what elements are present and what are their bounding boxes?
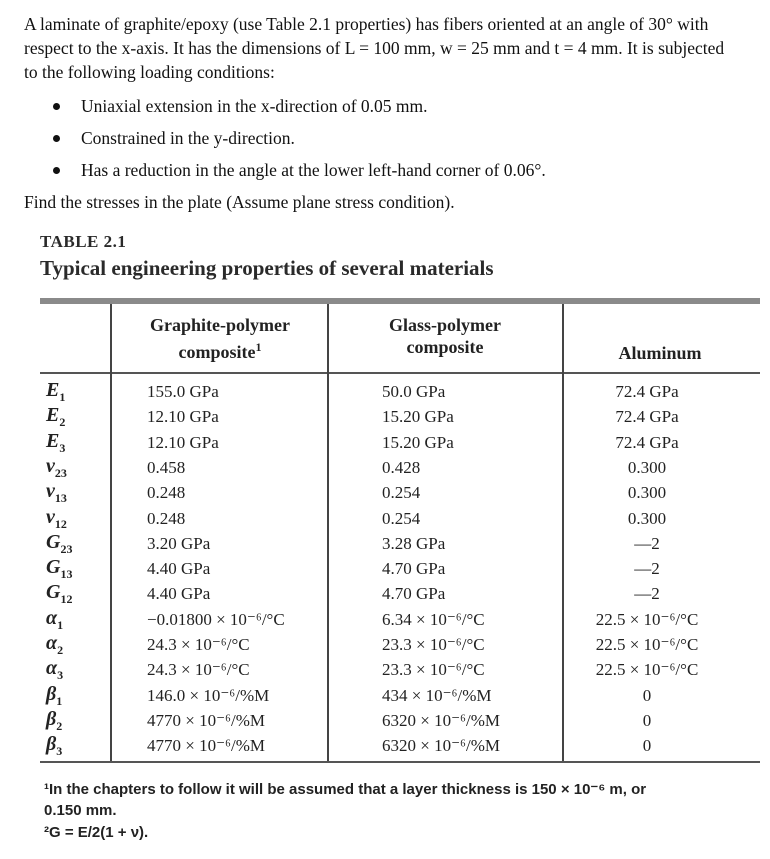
table-cell: 434 × 10⁻⁶/%M — [382, 685, 492, 705]
bullet-icon — [53, 135, 60, 142]
table-cell: 6320 × 10⁻⁶/%M — [382, 710, 500, 730]
table-caption: Typical engineering properties of several materials — [40, 256, 494, 280]
row-symbol: $\beta_1$ — [46, 682, 63, 708]
table-cell: 22.5 × 10⁻⁶/°C — [595, 609, 699, 629]
properties-table — [40, 232, 760, 852]
table-cell: 15.20 GPa — [382, 432, 454, 452]
row-symbol: $E_2$ — [46, 404, 66, 430]
table-cell: 23.3 × 10⁻⁶/°C — [382, 660, 485, 680]
row-symbol: $\nu_{12}$ — [46, 505, 67, 531]
table-top-rule — [40, 298, 760, 304]
table-cell: —2 — [634, 584, 660, 604]
table-cell: 6.34 × 10⁻⁶/°C — [382, 609, 485, 629]
table-cell: 24.3 × 10⁻⁶/°C — [147, 660, 250, 680]
table-cell: 12.10 GPa — [147, 432, 219, 452]
table-cell: 4.40 GPa — [147, 559, 211, 579]
row-symbol: $\nu_{23}$ — [46, 454, 67, 480]
table-cell: 0 — [642, 710, 652, 730]
table-cell: 72.4 GPa — [615, 432, 679, 452]
column-divider — [327, 304, 329, 761]
column-header-aluminum: Aluminum — [618, 343, 702, 363]
row-symbol: $\beta_3$ — [46, 733, 63, 759]
table-cell: 23.3 × 10⁻⁶/°C — [382, 635, 485, 654]
bullet-icon — [53, 103, 60, 110]
table-cell: 0.248 — [147, 483, 186, 503]
problem-statement — [24, 12, 740, 214]
table-cell: 72.4 GPa — [615, 407, 679, 427]
table-cell: 24.3 × 10⁻⁶/°C — [147, 635, 250, 654]
table-header-rule — [40, 372, 760, 374]
column-divider — [110, 304, 112, 761]
footnote-1-cont: 0.150 mm. — [44, 802, 117, 819]
table-cell: 0.300 — [627, 483, 667, 503]
footnote-2: ²G = E/2(1 + ν). — [44, 824, 149, 841]
table-label: TABLE 2.1 — [40, 232, 127, 251]
table-cell: 22.5 × 10⁻⁶/°C — [595, 660, 699, 680]
table-cell: 12.10 GPa — [147, 407, 219, 427]
list-item: Constrained in the y-direction. — [24, 126, 740, 150]
table-cell: 6320 × 10⁻⁶/%M — [382, 736, 500, 756]
table-cell: 22.5 × 10⁻⁶/°C — [595, 635, 699, 654]
table-cell: 0.254 — [382, 483, 421, 503]
row-symbol: $\alpha_3$ — [46, 657, 64, 683]
table-cell: 0 — [642, 685, 652, 705]
row-symbol: $G_{23}$ — [46, 530, 73, 556]
bullet-icon — [53, 167, 60, 174]
table-cell: −0.01800 × 10⁻⁶/°C — [147, 609, 285, 629]
table-cell: 0.254 — [382, 508, 421, 528]
table-cell: 4.70 GPa — [382, 559, 446, 579]
table-cell: 4.40 GPa — [147, 584, 211, 604]
table-cell: 155.0 GPa — [147, 382, 219, 401]
table-cell: 0.300 — [627, 508, 667, 528]
column-header-glass: Glass-polymer composite — [389, 315, 501, 357]
column-header-graphite: Graphite-polymer composite$^1$ — [150, 315, 290, 362]
list-item: Uniaxial extension in the x-direction of 0.05 mm. — [24, 94, 740, 118]
table-cell: 0.458 — [147, 457, 186, 477]
list-item: Has a reduction in the angle at the lower left-hand corner of 0.06°. — [24, 158, 740, 182]
table-cell: 0 — [642, 736, 652, 756]
footnote-1: ¹In the chapters to follow it will be assumed that a layer thickness is 150 × 10⁻⁶ m, or — [44, 781, 647, 798]
row-symbol: $G_{13}$ — [46, 556, 73, 582]
table-cell: —2 — [634, 533, 660, 553]
row-symbol: $G_{12}$ — [46, 581, 73, 607]
table-cell: —2 — [634, 559, 660, 579]
row-symbol: $E_3$ — [46, 429, 66, 455]
problem-question: Find the stresses in the plate (Assume plane stress condition). — [24, 192, 455, 212]
loading-conditions-list — [24, 94, 740, 182]
table-cell: 0.428 — [382, 457, 421, 477]
table-cell: 4.70 GPa — [382, 584, 446, 604]
table-cell: 15.20 GPa — [382, 407, 454, 427]
table-cell: 50.0 GPa — [382, 382, 446, 401]
table-cell: 4770 × 10⁻⁶/%M — [147, 710, 265, 730]
row-symbol: $\nu_{13}$ — [46, 480, 67, 506]
row-symbol: $E_1$ — [46, 379, 66, 404]
table-cell: 0.248 — [147, 508, 186, 528]
table-cell: 0.300 — [627, 457, 667, 477]
table-cell: 4770 × 10⁻⁶/%M — [147, 736, 265, 756]
row-symbol: $\alpha_2$ — [46, 632, 64, 657]
row-symbol: $\beta_2$ — [46, 707, 63, 733]
table-cell: 72.4 GPa — [615, 382, 679, 401]
table-cell: 146.0 × 10⁻⁶/%M — [147, 685, 270, 705]
table-bottom-rule — [40, 761, 760, 763]
table-cell: 3.20 GPa — [147, 533, 211, 553]
problem-paragraph: A laminate of graphite/epoxy (use Table 2.1 properties) has fibers oriented at an angle of 30° with respect to the x-axis. It has the dimensions of L = 100 mm, w = 25 mm and t = 4 mm. It is subjected to the following loading conditions: — [24, 14, 725, 82]
table-cell: 3.28 GPa — [382, 533, 446, 553]
row-symbol: $\alpha_1$ — [46, 606, 64, 632]
